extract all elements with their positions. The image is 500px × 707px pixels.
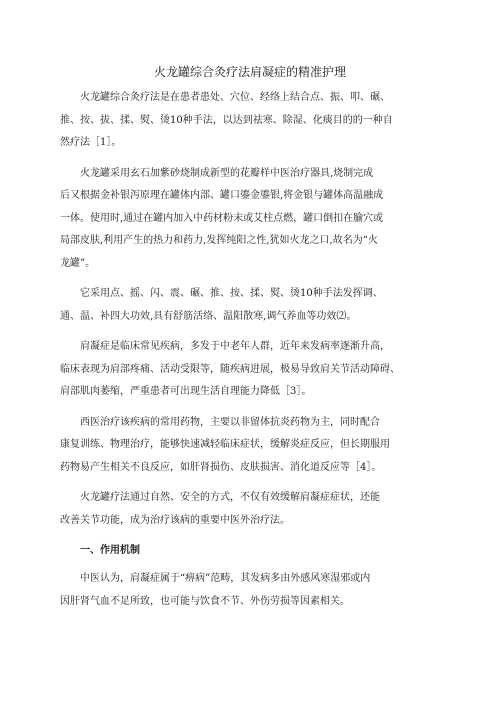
paragraph-western-medicine	[60, 412, 436, 480]
text-line: 推、按、拔、揉、熨、烫10种手法，以达到祛寒、除湿、化痰目的的一种自	[60, 114, 393, 126]
section-heading: 一、作用机制	[80, 545, 140, 556]
text-line: 改善关节功能，成为治疗该病的重要中医外治疗法。	[60, 514, 290, 526]
document-body	[60, 87, 436, 621]
text-line: 通、温、补四大功效,具有舒筋活络、温阳散寒,调气养血等功效⑵。	[60, 310, 357, 322]
text-line: 因肝肾气血不足所致，也可能与饮食不节、外伤劳损等因素相关。	[60, 595, 350, 607]
text-line: 一体。使用时,通过在罐内加入中药材粉末或艾柱点燃，罐口倒扣在腧穴或	[60, 212, 384, 224]
document-title: 火龙罐综合灸疗法肩凝症的精准护理	[153, 65, 346, 79]
paragraph-device	[60, 163, 436, 276]
text-line: 火龙罐疗法通过自然、安全的方式，不仅有效缓解肩凝症症状，还能	[80, 492, 380, 503]
text-line: 龙罐”。	[60, 257, 96, 269]
text-line: 中医认为，肩凝症属于“痹病”范畴，其发病多由外感风寒湿邪或内	[80, 573, 371, 584]
text-line: 肩部肌肉萎缩，严重患者可出现生活自理能力降低［3］。	[60, 386, 312, 397]
text-line: 西医治疗该疾病的常用药物，主要以非留体抗炎药物为主，同时配合	[80, 416, 380, 428]
paragraph-summary	[60, 487, 436, 532]
paragraph-condition	[60, 336, 436, 404]
text-line: 康复训练、物理治疗，能够快速减轻临床症状，缓解炎症反应，但长期服用	[60, 439, 390, 450]
text-line: 药物易产生相关不良反应，如肝肾损伤、皮肤损害、消化道反应等［4］。	[60, 461, 382, 473]
paragraph-intro	[60, 87, 436, 155]
text-line: 局部皮肤,利用产生的热力和药力,发挥纯阳之性,犹如火龙之口,故名为“火	[60, 235, 378, 246]
text-line: 火龙罐采用玄石加紫砂烧制成新型的花瓣样中医治疗器具,烧制完成	[80, 167, 374, 179]
paragraph-techniques	[60, 283, 436, 328]
text-line: 它采用点、摇、闪、震、碾、推、按、揉、熨、烫10种手法发挥调、	[80, 288, 383, 299]
text-line: 临床表现为肩部疼痛、活动受限等，随疾病进展，极易导致肩关节活动障碍、	[60, 363, 400, 375]
text-line: 火龙罐综合灸疗法是在患者患处、穴位、经络上结合点、振、叩、碾、	[80, 92, 390, 103]
paragraph-mechanism	[60, 568, 436, 613]
text-line: 然疗法［1］。	[60, 137, 122, 148]
text-line: 后又根据金补银泻原理在罐体内部、罐口鎏金鎏银,将金银与罐体高温融成	[60, 190, 384, 201]
text-line: 肩凝症是临床常见疾病，多发于中老年人群，近年来发病率逐渐升高，	[80, 341, 390, 352]
